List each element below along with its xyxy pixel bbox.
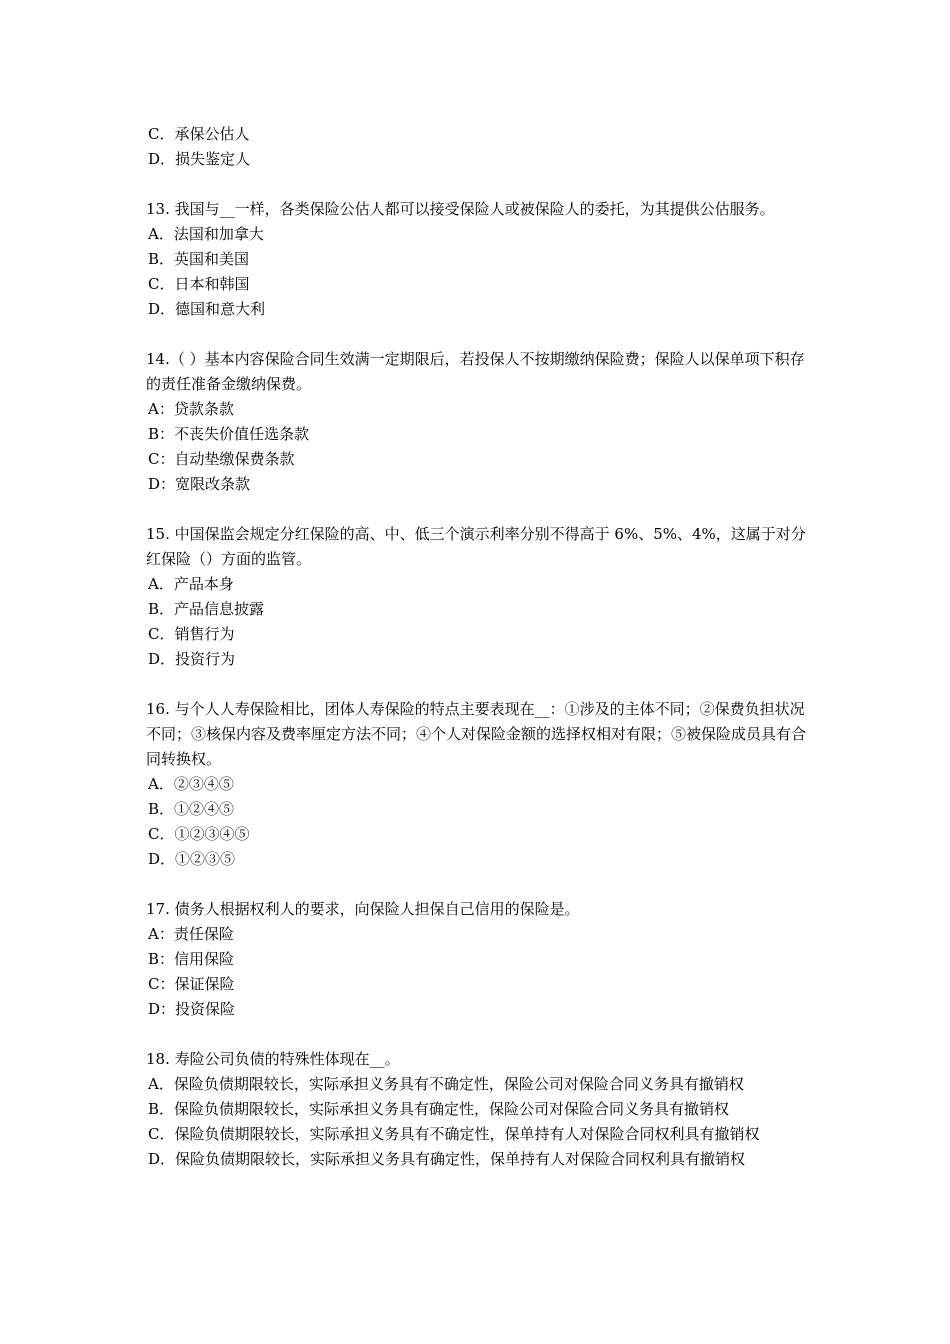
question-stem: 14.（ ）基本内容保险合同生效满一定期限后，若投保人不按期缴纳保险费；保险人以保单项下积存的责任准备金缴纳保费。: [146, 350, 805, 393]
option-line: B．①②④⑤: [148, 800, 235, 818]
option-line: D．保险负债期限较长，实际承担义务具有确定性，保单持有人对保险合同权利具有撤销权: [148, 1150, 746, 1168]
question-stem: 13. 我国与__一样，各类保险公估人都可以接受保险人或被保险人的委托，为其提供公估服务。: [146, 200, 775, 218]
option-line: D．损失鉴定人: [148, 150, 251, 168]
option-line: A．法国和加拿大: [148, 225, 264, 243]
option-line: C．销售行为: [148, 625, 235, 643]
option-line: A：责任保险: [148, 925, 234, 943]
option-line: D．德国和意大利: [148, 300, 266, 318]
option-line: B：不丧失价值任选条款: [148, 425, 310, 443]
option-line: A．保险负债期限较长，实际承担义务具有不确定性，保险公司对保险合同义务具有撤销权: [148, 1075, 744, 1093]
option-line: C：自动垫缴保费条款: [148, 450, 295, 468]
question-stem: 16. 与个人人寿保险相比，团体人寿保险的特点主要表现在__：①涉及的主体不同；②保费负担状况不同；③核保内容及费率厘定方法不同；④个人对保险金额的选择权相对有限；⑤被保险成员具有合同转换权。: [146, 700, 807, 768]
question-17: [146, 897, 810, 1022]
question-14: [146, 347, 810, 497]
question-stem: 15. 中国保监会规定分红保险的高、中、低三个演示利率分别不得高于 6%、5%、4%，这属于对分红保险（）方面的监管。: [146, 525, 806, 568]
option-line: B．保险负债期限较长，实际承担义务具有确定性，保险公司对保险合同义务具有撤销权: [148, 1100, 730, 1118]
question-15: [146, 522, 810, 672]
option-line: A．产品本身: [148, 575, 234, 593]
option-line: C．①②③④⑤: [148, 825, 250, 843]
carryover-options: [146, 122, 810, 172]
option-line: D．①②③⑤: [148, 850, 236, 868]
option-line: D：宽限改条款: [148, 475, 251, 493]
option-line: C：保证保险: [148, 975, 235, 993]
document-page: [146, 122, 810, 1172]
question-stem: 18. 寿险公司负债的特殊性体现在__。: [146, 1050, 400, 1068]
option-line: B．产品信息披露: [148, 600, 265, 618]
option-line: B．英国和美国: [148, 250, 250, 268]
option-line: A：贷款条款: [148, 400, 234, 418]
option-line: A．②③④⑤: [148, 775, 234, 793]
option-line: D：投资保险: [148, 1000, 236, 1018]
option-line: C．承保公估人: [148, 125, 250, 143]
option-line: C．日本和韩国: [148, 275, 250, 293]
option-line: C．保险负债期限较长，实际承担义务具有不确定性，保单持有人对保险合同权利具有撤销权: [148, 1125, 760, 1143]
option-line: D．投资行为: [148, 650, 236, 668]
question-18: [146, 1047, 810, 1172]
option-line: B：信用保险: [148, 950, 235, 968]
question-13: [146, 197, 810, 322]
question-stem: 17. 债务人根据权利人的要求，向保险人担保自己信用的保险是。: [146, 900, 580, 918]
question-16: [146, 697, 810, 872]
